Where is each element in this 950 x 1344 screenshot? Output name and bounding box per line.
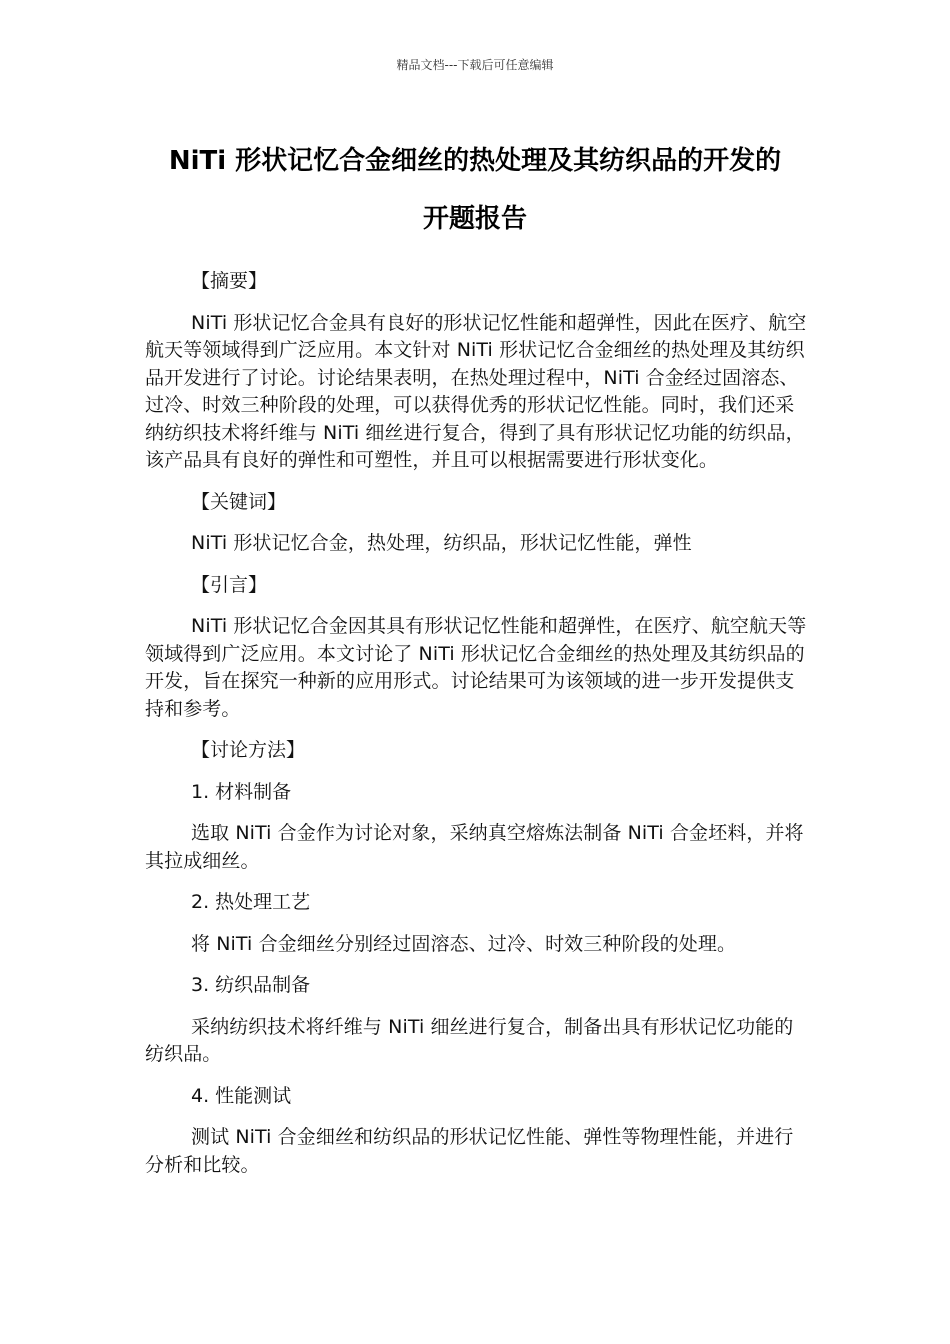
abstract-text: NiTi 形状记忆合金具有良好的形状记忆性能和超弹性，因此在医疗、航空航天等领域得到广泛应用。本文针对 NiTi 形状记忆合金细丝的热处理及其纺织品开发进行了讨论。讨论结果表明，在热处理过程中，NiTi 合金经过固溶态、过冷、时效三种阶段的处理，可以获得优秀的形状记忆性能。同时，我们还采纳纺织技术将纤维与 NiTi 细丝进行复合，得到了具有形状记忆功能的纺织品，该产品具有良好的弹性和可塑性，并且可以根据需要进行形状变化。 xyxy=(145,311,807,471)
method-3-label: 3. 纺织品制备 xyxy=(191,974,311,996)
title-line-2: 开题报告 xyxy=(422,204,527,234)
title-line-1: NiTi 形状记忆合金细丝的热处理及其纺织品的开发的 xyxy=(168,146,782,176)
method-2-text: 将 NiTi 合金细丝分别经过固溶态、过冷、时效三种阶段的处理。 xyxy=(191,932,737,955)
method-4-text: 测试 NiTi 合金细丝和纺织品的形状记忆性能、弹性等物理性能，并进行分析和比较。 xyxy=(145,1126,794,1176)
method-4-label: 4. 性能测试 xyxy=(191,1084,292,1107)
method-1-text: 选取 NiTi 合金作为讨论对象，采纳真空熔炼法制备 NiTi 合金坯料，并将其拉成细丝。 xyxy=(145,822,804,872)
keywords-heading: 【关键词】 xyxy=(191,490,287,513)
method-2-label: 2. 热处理工艺 xyxy=(191,891,311,913)
method-1-label: 1. 材料制备 xyxy=(191,780,292,803)
page-header-note: 精品文档---下载后可任意编辑 xyxy=(396,58,554,72)
keywords-text: NiTi 形状记忆合金，热处理，纺织品，形状记忆性能，弹性 xyxy=(191,532,692,554)
abstract-heading: 【摘要】 xyxy=(191,270,268,292)
introduction-text: NiTi 形状记忆合金因其具有形状记忆性能和超弹性，在医疗、航空航天等领域得到广泛应用。本文讨论了 NiTi 形状记忆合金细丝的热处理及其纺织品的开发，旨在探究一种新的应用形式。讨论结果可为该领域的进一步开发提供支持和参考。 xyxy=(145,615,807,720)
method-3-text: 采纳纺织技术将纤维与 NiTi 细丝进行复合，制备出具有形状记忆功能的纺织品。 xyxy=(145,1015,794,1065)
introduction-heading: 【引言】 xyxy=(191,573,268,596)
document-title xyxy=(120,132,830,248)
methods-heading: 【讨论方法】 xyxy=(191,739,306,761)
document-body xyxy=(145,268,810,1193)
